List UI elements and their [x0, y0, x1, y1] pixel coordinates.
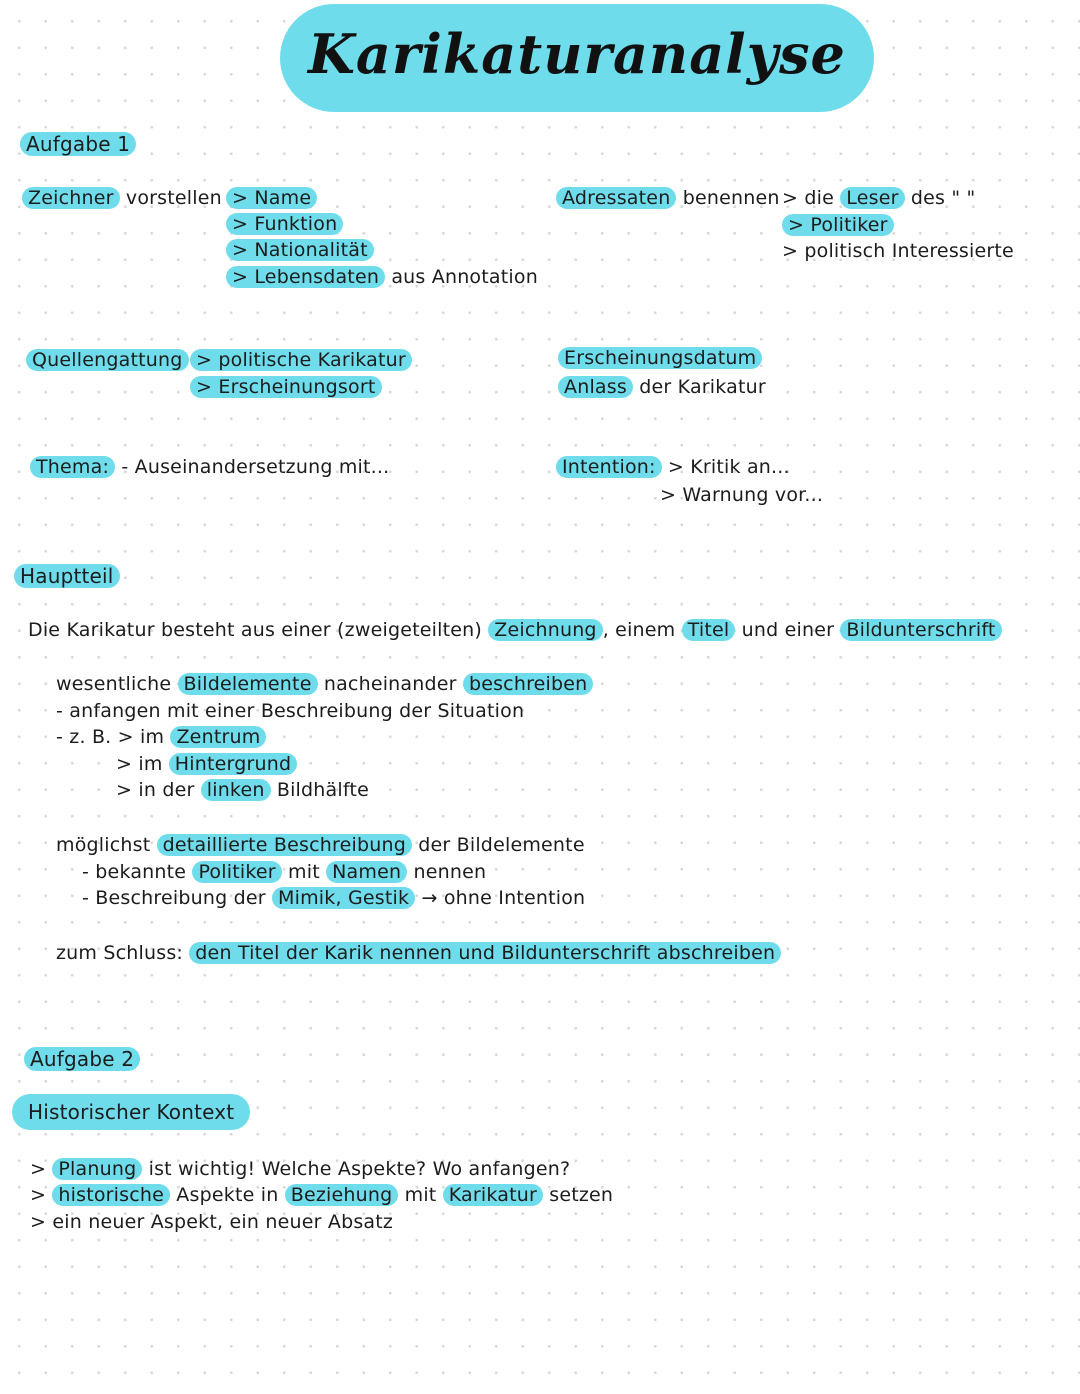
intention-item-warnung: > Warnung vor...: [660, 484, 824, 506]
aufgabe2-historische: historische: [52, 1184, 170, 1206]
zeichner-item-nationalitaet: > Nationalität: [226, 239, 374, 261]
schluss-line: [56, 940, 781, 966]
historischer-kontext-label: Historischer Kontext: [12, 1094, 250, 1130]
block1-bildelemente: Bildelemente: [178, 673, 318, 695]
hauptteil-label: Hauptteil: [14, 564, 120, 588]
aufgabe2-arrow-2: >: [30, 1184, 47, 1206]
zeichner-line: [22, 185, 222, 211]
aufgabe2-arrow-1: >: [30, 1158, 47, 1180]
zeichner-item: [226, 185, 317, 211]
adressaten-item: [782, 185, 975, 211]
section-aufgabe-1: [20, 131, 136, 157]
block2-bekannte: - bekannte: [82, 861, 187, 883]
intro-text-1: Die Karikatur besteht aus einer (zweigeteilten): [28, 619, 482, 641]
adressaten-term: Adressaten: [556, 187, 676, 209]
intention-item-kritik: > Kritik an...: [667, 456, 790, 478]
aufgabe2-wichtig: ist wichtig! Welche Aspekte? Wo anfangen?: [148, 1158, 571, 1180]
aufgabe2-aspekte-in: Aspekte in: [176, 1184, 279, 1206]
block2-line-2: [82, 859, 486, 885]
adressaten-item-des: des " ": [910, 187, 976, 209]
zeichner-item-annotation: aus Annotation: [391, 266, 538, 288]
zeichner-item: [226, 264, 538, 290]
quellengattung-item-karikatur: > politische Karikatur: [190, 349, 412, 371]
block1-in-der: > in der: [116, 779, 195, 801]
quellengattung-item: [190, 347, 412, 373]
intro-zeichnung: Zeichnung: [488, 619, 602, 641]
block1-anfangen: - anfangen mit einer Beschreibung der Situation: [56, 700, 525, 722]
aufgabe2-line-3: [30, 1209, 393, 1235]
intention-term: Intention:: [556, 456, 662, 478]
block1-hintergrund: Hintergrund: [169, 753, 297, 775]
adressaten-item: [782, 212, 894, 238]
zeichner-item: [226, 211, 343, 237]
aufgabe2-mit: mit: [404, 1184, 437, 1206]
block2-ohne-intention: → ohne Intention: [421, 887, 586, 909]
aufgabe2-line-1: [30, 1156, 570, 1182]
block1-beschreiben: beschreiben: [463, 673, 594, 695]
intention-item: [660, 482, 823, 508]
kontext-heading: [12, 1092, 250, 1132]
anlass-rest: der Karikatur: [639, 376, 766, 398]
schluss-label: zum Schluss:: [56, 942, 184, 964]
block1-zb: - z. B. > im: [56, 726, 165, 748]
block2-mit: mit: [288, 861, 320, 883]
block2-mimik-gestik: Mimik, Gestik: [272, 887, 415, 909]
schluss-text: den Titel der Karik nennen und Bildunterschrift abschreiben: [189, 942, 781, 964]
anlass-line: [558, 374, 766, 400]
hauptteil-intro: [28, 617, 1002, 643]
block2-namen: Namen: [326, 861, 407, 883]
intro-titel: Titel: [682, 619, 736, 641]
block1-line-4: [116, 751, 297, 777]
adressaten-item: [782, 238, 1014, 264]
anlass-term: Anlass: [558, 376, 633, 398]
zeichner-item-funktion: > Funktion: [226, 213, 343, 235]
block1-nacheinander: nacheinander: [323, 673, 457, 695]
intention-line: [556, 454, 790, 480]
adressaten-item-leser: Leser: [840, 187, 904, 209]
thema-term: Thema:: [30, 456, 115, 478]
page-title: Karikaturanalyse: [280, 4, 874, 112]
quellengattung-item: [190, 374, 382, 400]
block2-nennen: nennen: [413, 861, 487, 883]
block1-line-5: [116, 777, 369, 803]
quellengattung-item-ort: > Erscheinungsort: [190, 376, 382, 398]
block2-line-1: [56, 832, 585, 858]
block1-linken: linken: [201, 779, 271, 801]
erscheinungsdatum-term: Erscheinungsdatum: [558, 347, 762, 369]
adressaten-item-prefix: > die: [782, 187, 834, 209]
aufgabe2-neuer-aspekt: > ein neuer Aspekt, ein neuer Absatz: [30, 1211, 394, 1233]
zeichner-verb: vorstellen: [125, 187, 222, 209]
block1-bildhaelfte: Bildhälfte: [276, 779, 369, 801]
block2-beschreibung-der: - Beschreibung der: [82, 887, 266, 909]
adressaten-item-politiker: > Politiker: [782, 214, 894, 236]
intro-text-3: und einer: [741, 619, 835, 641]
intro-bildunterschrift: Bildunterschrift: [840, 619, 1001, 641]
block2-line-3: [82, 885, 585, 911]
zeichner-item-lebensdaten: > Lebensdaten: [226, 266, 385, 288]
zeichner-term: Zeichner: [22, 187, 120, 209]
block2-detaillierte-beschreibung: detaillierte Beschreibung: [157, 834, 412, 856]
erscheinungsdatum-line: [558, 345, 762, 371]
intro-text-2: , einem: [602, 619, 676, 641]
aufgabe2-line-2: [30, 1182, 613, 1208]
aufgabe-2-label: Aufgabe 2: [24, 1047, 140, 1071]
block1-zentrum: Zentrum: [170, 726, 266, 748]
block1-im: > im: [116, 753, 163, 775]
section-aufgabe-2: [24, 1046, 140, 1072]
aufgabe2-setzen: setzen: [549, 1184, 614, 1206]
zeichner-item: [226, 237, 374, 263]
block2-bildelemente: der Bildelemente: [418, 834, 585, 856]
aufgabe2-karikatur: Karikatur: [443, 1184, 543, 1206]
thema-line: [30, 454, 389, 480]
adressaten-verb: benennen: [682, 187, 780, 209]
block1-line-1: [56, 671, 593, 697]
section-hauptteil: [14, 563, 120, 589]
block1-line-3: [56, 724, 266, 750]
block1-line-2: [56, 698, 524, 724]
aufgabe2-beziehung: Beziehung: [285, 1184, 399, 1206]
block2-moeglichst: möglichst: [56, 834, 151, 856]
quellengattung-term: Quellengattung: [26, 349, 189, 371]
aufgabe-1-label: Aufgabe 1: [20, 132, 136, 156]
block2-politiker: Politiker: [192, 861, 281, 883]
block1-wesentliche: wesentliche: [56, 673, 172, 695]
zeichner-item-name: > Name: [226, 187, 317, 209]
quellengattung-line: [26, 347, 189, 373]
thema-text: - Auseinandersetzung mit...: [121, 456, 390, 478]
adressaten-item-interessierte: > politisch Interessierte: [782, 240, 1014, 262]
adressaten-line: [556, 185, 780, 211]
aufgabe2-planung: Planung: [52, 1158, 142, 1180]
